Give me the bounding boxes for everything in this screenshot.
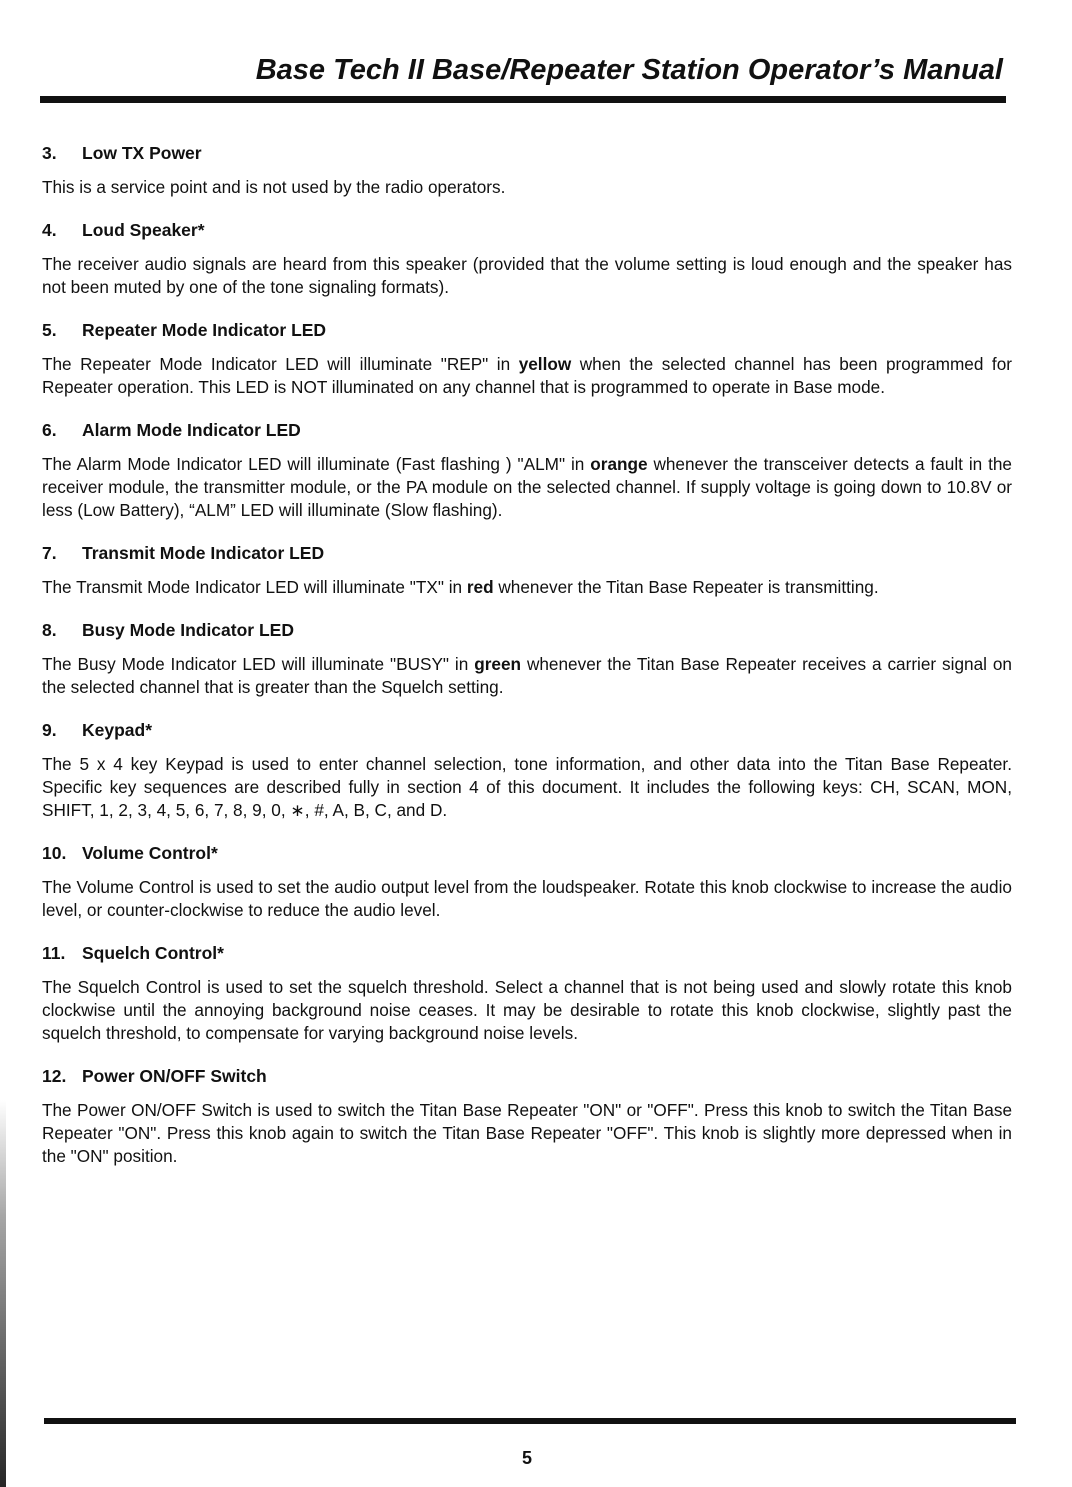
section-heading — [42, 142, 1012, 164]
section-body — [42, 453, 1012, 522]
body-text: The 5 x 4 key Keypad is used to enter channel selection, tone information, and other data into the Titan Base Repeater. Specific key sequences are described fully in section 4 of this document. It includes the following keys: CH, SCAN, MON, SHIFT, 1, 2, 3, 4, 5, 6, 7, 8, 9, 0, ∗, #, A, B, C, and D. — [42, 754, 1012, 820]
section-number: 4. — [42, 220, 57, 240]
section-body — [42, 1099, 1012, 1168]
body-text: whenever the Titan Base Repeater receives a carrier signal on the selected channel that is greater than the Squelch setting. — [42, 654, 1012, 697]
section-heading — [42, 842, 1012, 864]
section-heading — [42, 619, 1012, 641]
section-heading — [42, 942, 1012, 964]
body-text: The Busy Mode Indicator LED will illuminate "BUSY" in — [42, 654, 475, 674]
section-body — [42, 876, 1012, 922]
body-text: whenever the transceiver detects a fault in the receiver module, the transmitter module, or the PA module on the selected channel. If supply voltage is going down to 10.8V or less (Low Battery), “ALM” LED will illuminate (Slow flashing). — [42, 454, 1012, 520]
body-text: when the selected channel has been programmed for Repeater operation. This LED is NOT illuminated on any channel that is programmed to operate in Base mode. — [42, 354, 1012, 397]
section-body — [42, 976, 1012, 1045]
section-number: 10. — [42, 843, 67, 863]
section-heading — [42, 1065, 1012, 1087]
section-title: Keypad* — [82, 720, 153, 740]
page-number: 5 — [521, 1448, 532, 1468]
emphasized-color-word: yellow — [518, 354, 572, 374]
section-number: 7. — [42, 543, 57, 563]
section-heading — [42, 719, 1012, 741]
emphasized-color-word: red — [466, 577, 494, 597]
section-title: Squelch Control* — [82, 943, 224, 963]
section-title: Transmit Mode Indicator LED — [82, 543, 325, 563]
emphasized-color-word: green — [474, 654, 522, 674]
body-text: The Repeater Mode Indicator LED will illuminate "REP" in — [42, 354, 519, 374]
body-text: The Alarm Mode Indicator LED will illuminate (Fast flashing ) "ALM" in — [42, 454, 591, 474]
section-title: Busy Mode Indicator LED — [82, 620, 294, 640]
section-number: 6. — [42, 420, 57, 440]
section-heading — [42, 542, 1012, 564]
section-number: 11. — [42, 943, 66, 963]
footer-divider — [44, 1418, 1016, 1424]
header-divider — [40, 96, 1006, 103]
body-text: The Squelch Control is used to set the squelch threshold. Select a channel that is not being used and slowly rotate this knob clockwise until the annoying background noise ceases. It may be desirable to rotate this knob clockwise, slightly past the squelch threshold, to compensate for varying background noise levels. — [42, 977, 1012, 1043]
scan-margin-streak — [0, 1100, 6, 1487]
section-title: Loud Speaker* — [82, 220, 205, 240]
section-title: Volume Control* — [82, 843, 218, 863]
body-text: whenever the Titan Base Repeater is transmitting. — [493, 577, 879, 597]
body-text: This is a service point and is not used by the radio operators. — [42, 177, 506, 197]
emphasized-color-word: orange — [590, 454, 648, 474]
body-text: The Transmit Mode Indicator LED will illuminate "TX" in — [42, 577, 467, 597]
section-heading — [42, 219, 1012, 241]
section-body — [42, 753, 1012, 822]
body-text: The Volume Control is used to set the audio output level from the loudspeaker. Rotate this knob clockwise to increase the audio level, or counter-clockwise to reduce the audio level. — [42, 877, 1012, 920]
section-title: Low TX Power — [82, 143, 202, 163]
section-heading — [42, 419, 1012, 441]
section-body — [42, 653, 1012, 699]
section-heading — [42, 319, 1012, 341]
section-number: 8. — [42, 620, 57, 640]
section-number: 9. — [42, 720, 57, 740]
body-text: The receiver audio signals are heard from this speaker (provided that the volume setting is loud enough and the speaker has not been muted by one of the tone signaling formats). — [42, 254, 1012, 297]
section-title: Repeater Mode Indicator LED — [82, 320, 327, 340]
sections-container — [42, 142, 1012, 1188]
section-number: 12. — [42, 1066, 67, 1086]
section-body — [42, 176, 1012, 199]
section-number: 5. — [42, 320, 57, 340]
section-number: 3. — [42, 143, 57, 163]
section-body — [42, 353, 1012, 399]
section-body — [42, 576, 1012, 599]
section-title: Power ON/OFF Switch — [82, 1066, 267, 1086]
body-text: The Power ON/OFF Switch is used to switch the Titan Base Repeater "ON" or "OFF". Press this knob to switch the Titan Base Repeater "ON". Press this knob again to switch the Titan Base Repeater "OFF". This knob is slightly more depressed when in the "ON" position. — [42, 1100, 1012, 1166]
section-body — [42, 253, 1012, 299]
section-title: Alarm Mode Indicator LED — [82, 420, 301, 440]
page-title: Base Tech II Base/Repeater Station Operator’s Manual — [255, 54, 1003, 86]
